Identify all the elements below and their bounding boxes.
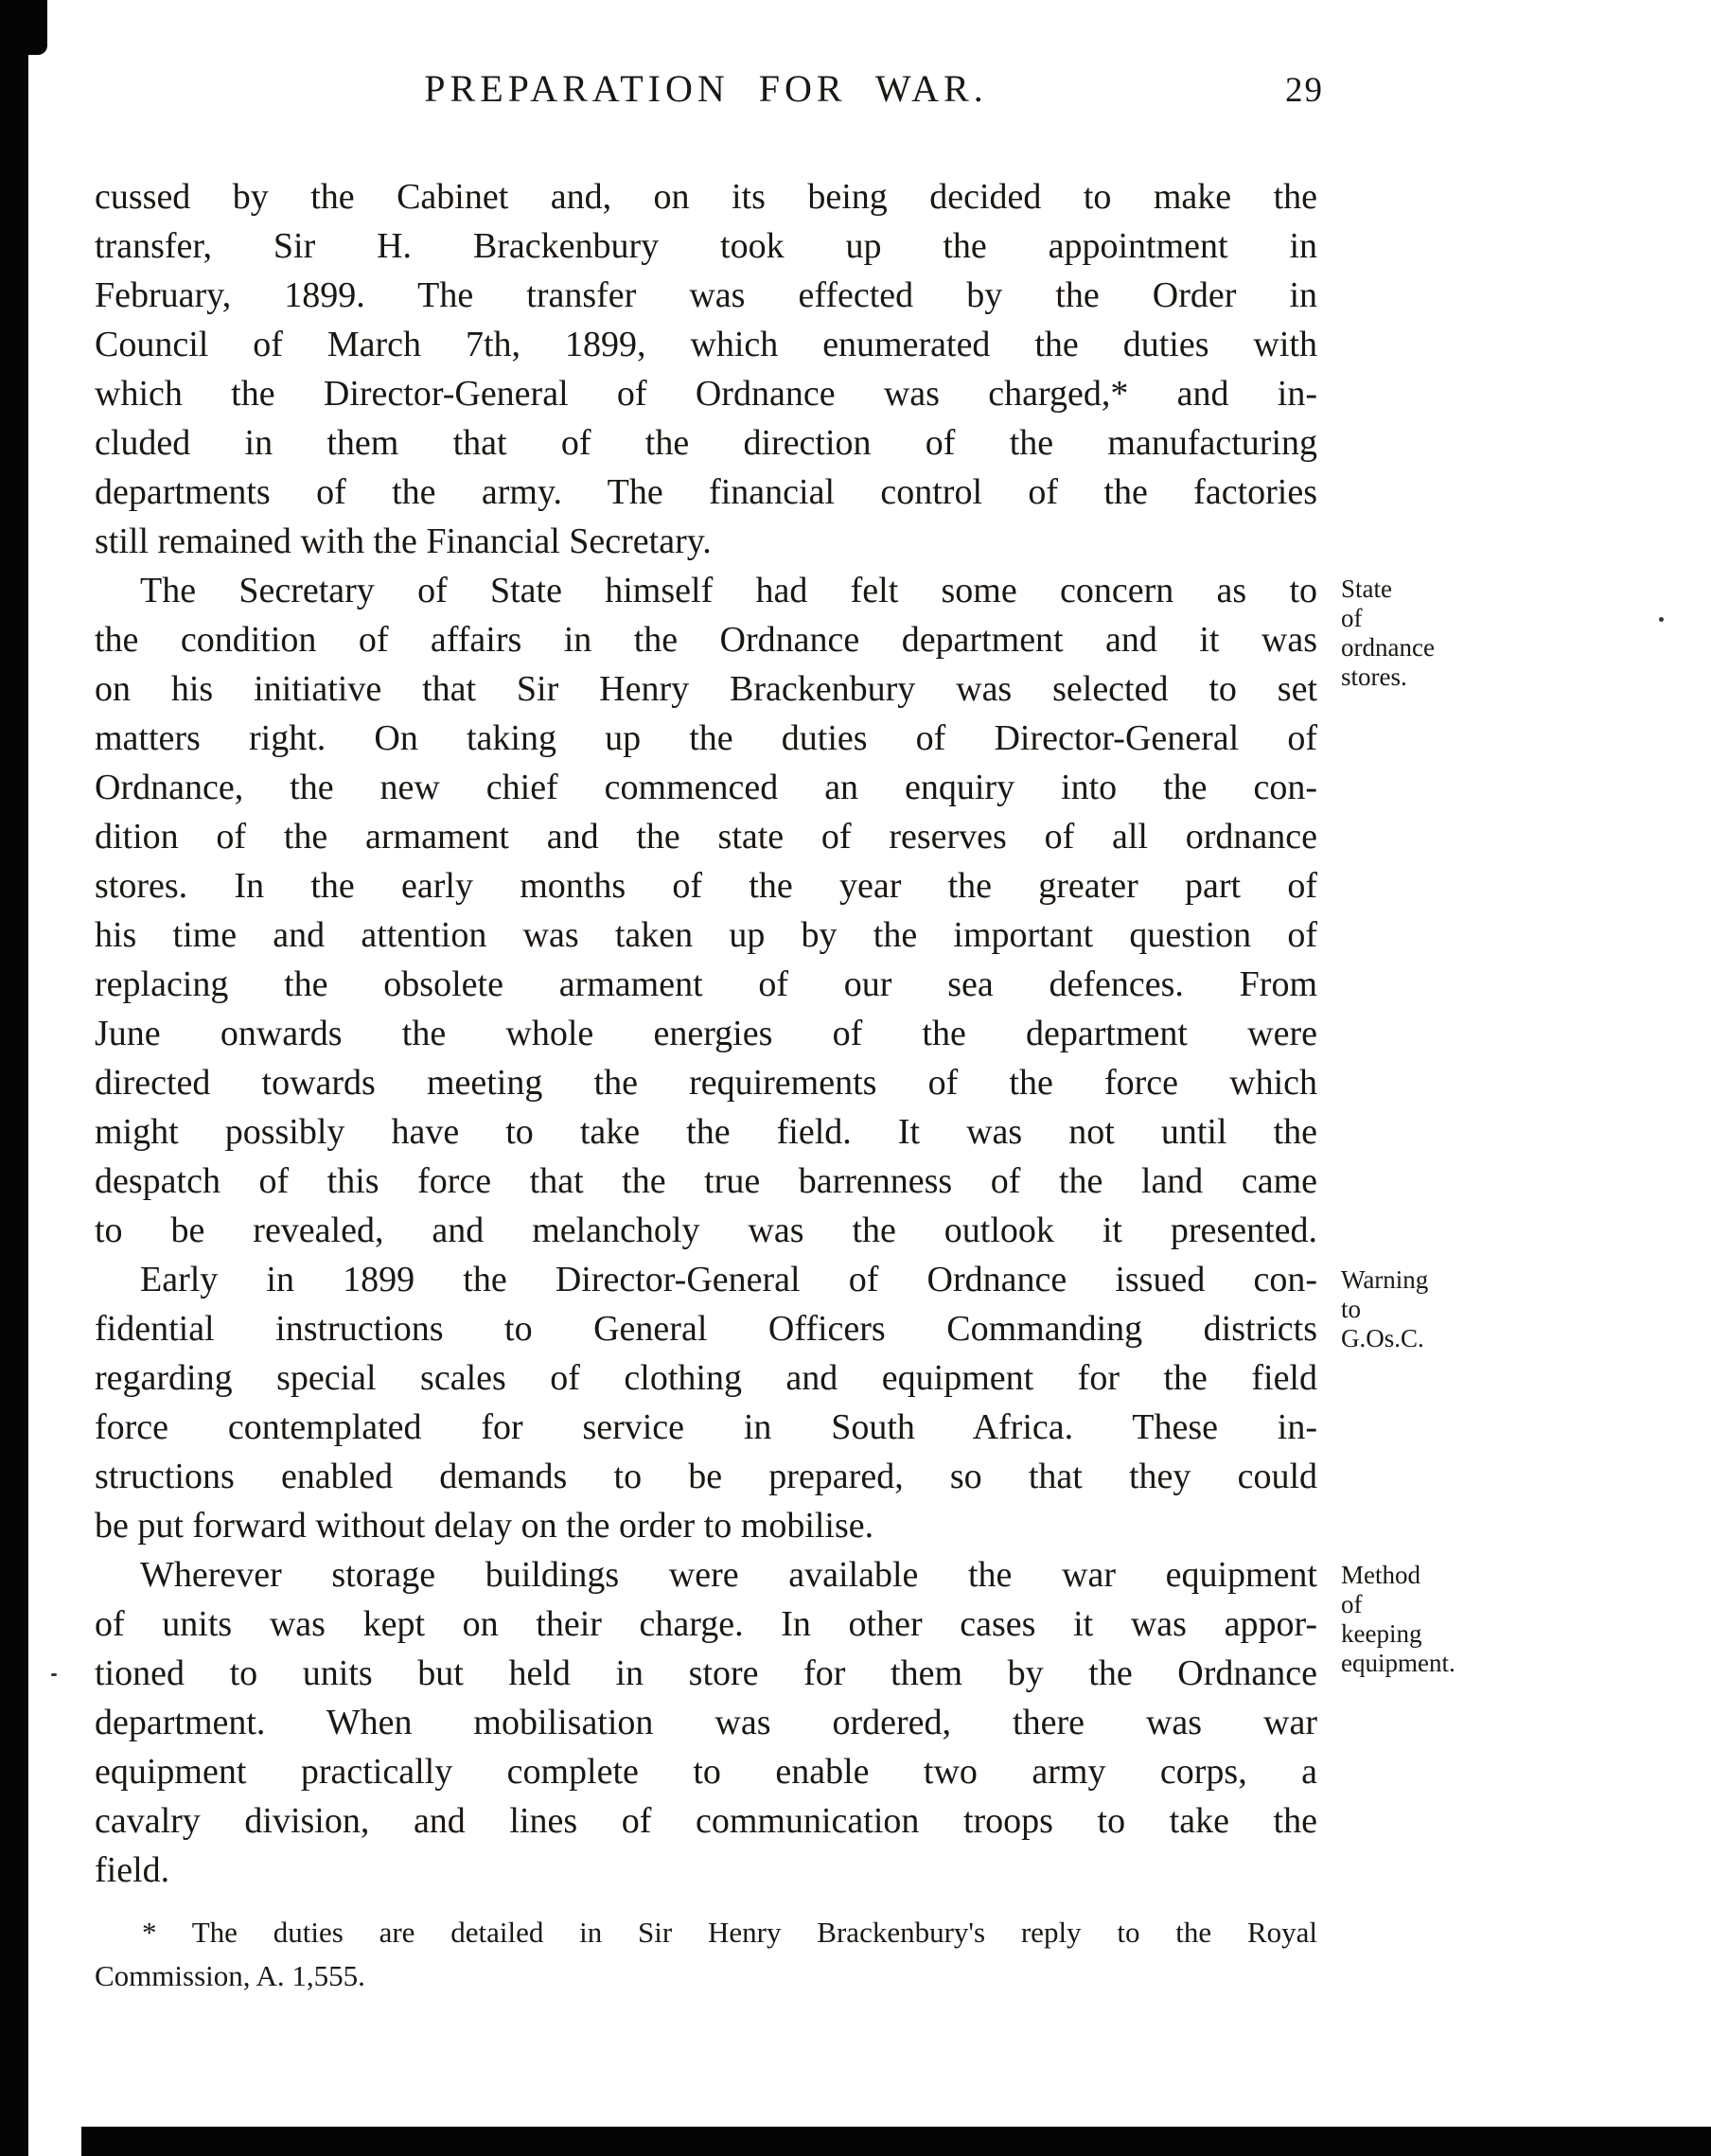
margin-note-line: State — [1341, 574, 1392, 603]
body-line: regarding special scales of clothing and equipment for the field — [95, 1358, 1317, 1398]
footnote-line: * The duties are detailed in Sir Henry Brackenbury's reply to the Royal — [142, 1916, 1317, 1949]
body-line: departments of the army. The financial control of the factories — [95, 472, 1317, 512]
body-text-block — [95, 172, 1317, 1895]
body-line: of units was kept on their charge. In other cases it was appor- — [95, 1604, 1317, 1644]
body-line: matters right. On taking up the duties of Director-General of — [95, 718, 1317, 758]
body-line: his time and attention was taken up by the important question of — [95, 915, 1317, 955]
body-line: to be revealed, and melancholy was the outlook it presented. — [95, 1211, 1317, 1250]
body-line: which the Director-General of Ordnance was charged,* and in- — [95, 374, 1317, 414]
body-line: stores. In the early months of the year the greater part of — [95, 866, 1317, 906]
margin-note-line: of — [1341, 604, 1363, 632]
margin-note-warning-to-gosc — [1341, 1265, 1549, 1353]
scan-artifact-left-bar — [0, 0, 28, 2156]
body-line: field. — [95, 1850, 170, 1890]
body-line: dition of the armament and the state of reserves of all ordnance — [95, 817, 1317, 857]
body-line: force contemplated for service in South Africa. These in- — [95, 1407, 1317, 1447]
scan-speck — [51, 1673, 57, 1676]
body-line: structions enabled demands to be prepared, so that they could — [95, 1457, 1317, 1496]
scan-artifact-bottom-bar — [81, 2127, 1711, 2156]
body-line: on his initiative that Sir Henry Brackenbury was selected to set — [95, 669, 1317, 709]
body-line: still remained with the Financial Secretary. — [95, 521, 712, 561]
body-line: fidential instructions to General Officers Commanding districts — [95, 1309, 1317, 1349]
margin-note-line: to — [1341, 1295, 1362, 1323]
scan-artifact-top-left-blob — [0, 0, 47, 55]
margin-note-method-of-keeping-equipment — [1341, 1561, 1549, 1678]
body-line: cluded in them that of the direction of the manufacturing — [95, 423, 1317, 463]
margin-note-line: Method — [1341, 1561, 1420, 1589]
footnote — [95, 1911, 1317, 1998]
body-line: directed towards meeting the requirements of the force which — [95, 1063, 1317, 1103]
margin-note-state-of-ordnance-stores — [1341, 574, 1549, 692]
body-line: equipment practically complete to enable two army corps, a — [95, 1752, 1317, 1792]
margin-note-line: stores. — [1341, 663, 1407, 691]
footnote-line: Commission, A. 1,555. — [95, 1959, 365, 1992]
body-line: might possibly have to take the field. It was not until the — [95, 1112, 1317, 1152]
body-line: February, 1899. The transfer was effected by the Order in — [95, 275, 1317, 315]
body-line: Early in 1899 the Director-General of Ordnance issued con- — [140, 1260, 1317, 1299]
scan-speck — [1659, 617, 1664, 622]
margin-note-line: equipment. — [1341, 1649, 1455, 1677]
body-line: June onwards the whole energies of the department were — [95, 1014, 1317, 1053]
body-line: Ordnance, the new chief commenced an enquiry into the con- — [95, 768, 1317, 807]
body-line: department. When mobilisation was ordered, there was war — [95, 1703, 1317, 1742]
body-line: tioned to units but held in store for them by the Ordnance — [95, 1653, 1317, 1693]
body-line: Wherever storage buildings were available the war equipment — [140, 1555, 1317, 1595]
body-line: cussed by the Cabinet and, on its being decided to make the — [95, 177, 1317, 217]
margin-note-line: G.Os.C. — [1341, 1324, 1424, 1352]
body-line: the condition of affairs in the Ordnance department and it was — [95, 620, 1317, 660]
page-number: 29 — [1285, 71, 1324, 110]
body-line: cavalry division, and lines of communication troops to take the — [95, 1801, 1317, 1841]
body-line: despatch of this force that the true barrenness of the land came — [95, 1161, 1317, 1201]
running-header-title: PREPARATION FOR WAR. — [424, 67, 988, 110]
margin-note-line: of — [1341, 1590, 1363, 1618]
body-line: be put forward without delay on the order to mobilise. — [95, 1506, 874, 1546]
body-line: Council of March 7th, 1899, which enumerated the duties with — [95, 325, 1317, 364]
margin-note-line: keeping — [1341, 1619, 1422, 1648]
margin-note-line: ordnance — [1341, 633, 1435, 662]
margin-note-line: Warning — [1341, 1265, 1429, 1294]
body-line: The Secretary of State himself had felt some concern as to — [140, 571, 1317, 610]
body-line: transfer, Sir H. Brackenbury took up the appointment in — [95, 226, 1317, 266]
body-line: replacing the obsolete armament of our sea defences. From — [95, 964, 1317, 1004]
